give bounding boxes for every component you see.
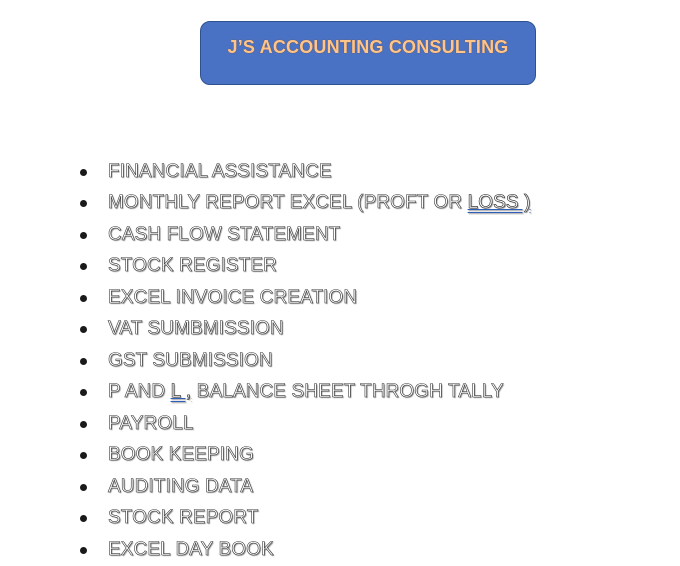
service-label: FINANCIAL ASSISTANCE	[108, 160, 332, 182]
service-label: VAT SUMBMISSION	[108, 318, 284, 340]
bullet-icon	[80, 484, 87, 491]
service-label: CASH FLOW STATEMENT	[108, 223, 341, 245]
page-title: J’S ACCOUNTING CONSULTING	[227, 36, 509, 57]
underlined-text: LOSS )	[467, 192, 531, 214]
bullet-icon	[80, 547, 87, 554]
service-label-suffix: BALANCE SHEET THROGH TALLY	[191, 381, 504, 403]
bullet-icon	[80, 326, 87, 333]
bullet-icon	[80, 169, 87, 176]
service-label: GST SUBMISSION	[108, 349, 273, 371]
bullet-icon	[80, 295, 87, 302]
bullet-icon	[80, 389, 87, 396]
service-label: BOOK KEEPING	[108, 444, 254, 466]
bullet-icon	[80, 452, 87, 459]
service-label	[108, 381, 504, 403]
underlined-text: L ,	[170, 381, 192, 403]
service-label: PAYROLL	[108, 412, 194, 434]
service-label	[108, 192, 531, 214]
service-label: EXCEL DAY BOOK	[108, 538, 274, 560]
bullet-icon	[80, 263, 87, 270]
bullet-icon	[80, 200, 87, 207]
bullet-icon	[80, 358, 87, 365]
service-label: STOCK REPORT	[108, 507, 259, 529]
bullet-icon	[80, 232, 87, 239]
bullet-icon	[80, 515, 87, 522]
service-label-text: MONTHLY REPORT EXCEL (PROFT OR	[108, 192, 468, 214]
service-label: AUDITING DATA	[108, 475, 254, 497]
service-label: EXCEL INVOICE CREATION	[108, 286, 358, 308]
bullet-icon	[80, 421, 87, 428]
service-label-text: P AND	[108, 381, 171, 403]
service-label: STOCK REGISTER	[108, 255, 277, 277]
title-banner	[200, 21, 536, 85]
